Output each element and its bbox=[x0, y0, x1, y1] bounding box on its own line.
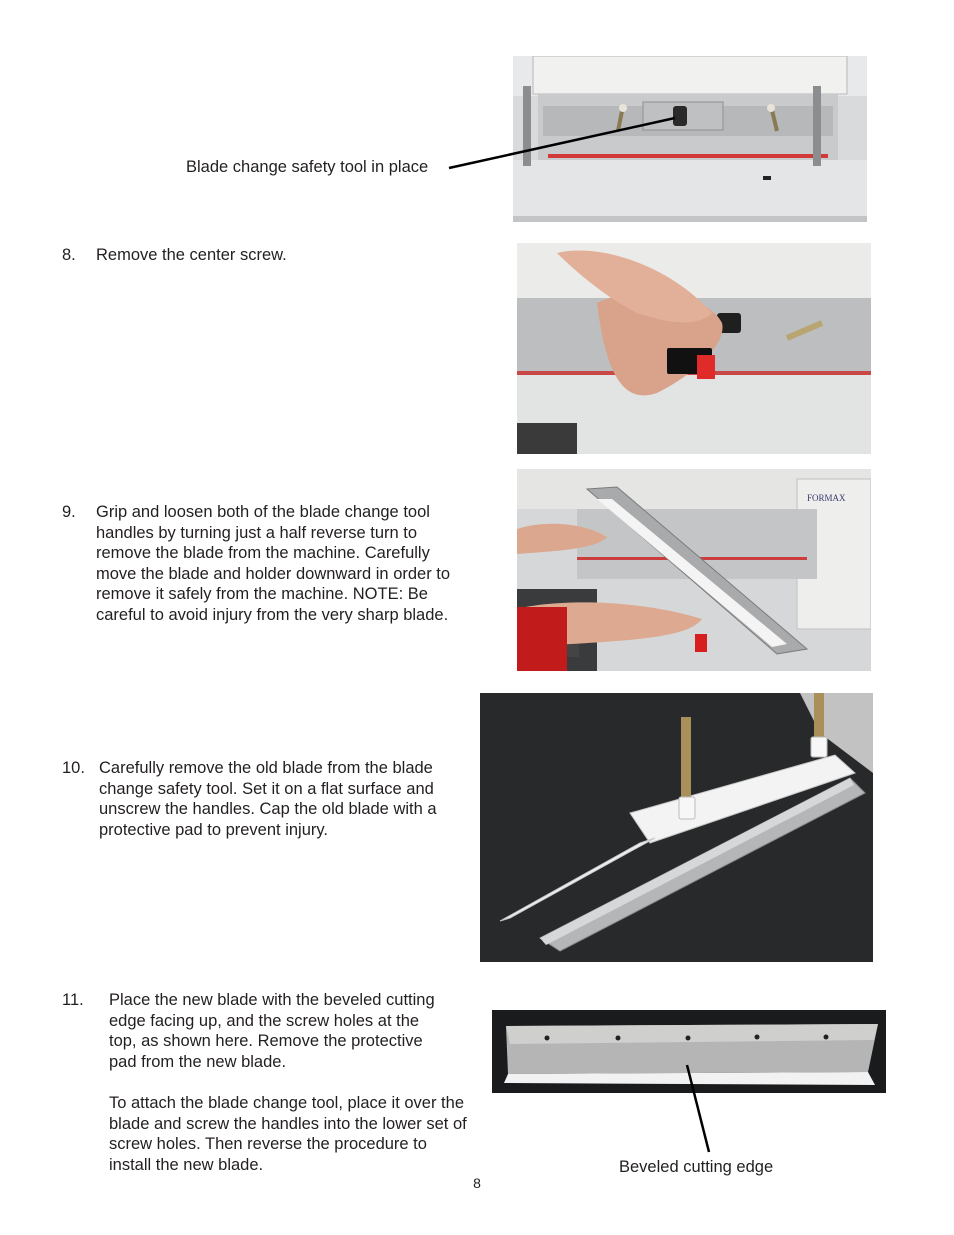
step-9-text: Grip and loosen both of the blade change tool handles by turning just a half reverse turn to remove the blade from the machine. Carefully move the blade and holder downward in order to remove it safely from the machine. NOTE: Be careful to avoid injury from the very sharp blade. bbox=[96, 503, 451, 624]
brand-text-formax: FORMAX bbox=[807, 493, 846, 503]
step-11-text-1: Place the new blade with the beveled cutting edge facing up, and the screw holes at the top, as shown here. Remove the protective pad from the new blade. bbox=[109, 991, 435, 1071]
step-11-number: 11. bbox=[62, 991, 84, 1009]
step-8-text: Remove the center screw. bbox=[96, 246, 287, 264]
step-8-number: 8. bbox=[62, 246, 76, 264]
photo-remove-center-screw bbox=[517, 243, 871, 454]
callout-beveled-edge: Beveled cutting edge bbox=[619, 1158, 774, 1176]
page-number: 8 bbox=[473, 1175, 481, 1191]
step-11-text-2: To attach the blade change tool, place it over the blade and screw the handles into the lower set of screw holes. Then reverse the procedure to install the new blade. bbox=[109, 1094, 467, 1174]
photo-old-blade-on-surface bbox=[480, 693, 873, 962]
photo-new-blade bbox=[492, 1010, 886, 1093]
step-10-number: 10. bbox=[62, 759, 85, 777]
photo-safety-tool-in-place bbox=[513, 56, 867, 222]
step-9-number: 9. bbox=[62, 503, 76, 521]
photo-loosen-handles bbox=[517, 469, 871, 671]
step-10-text: Carefully remove the old blade from the blade change safety tool. Set it on a flat surface and unscrew the handles. Cap the old blade with a protective pad to prevent injury. bbox=[99, 759, 437, 839]
callout-safety-tool: Blade change safety tool in place bbox=[186, 158, 429, 176]
